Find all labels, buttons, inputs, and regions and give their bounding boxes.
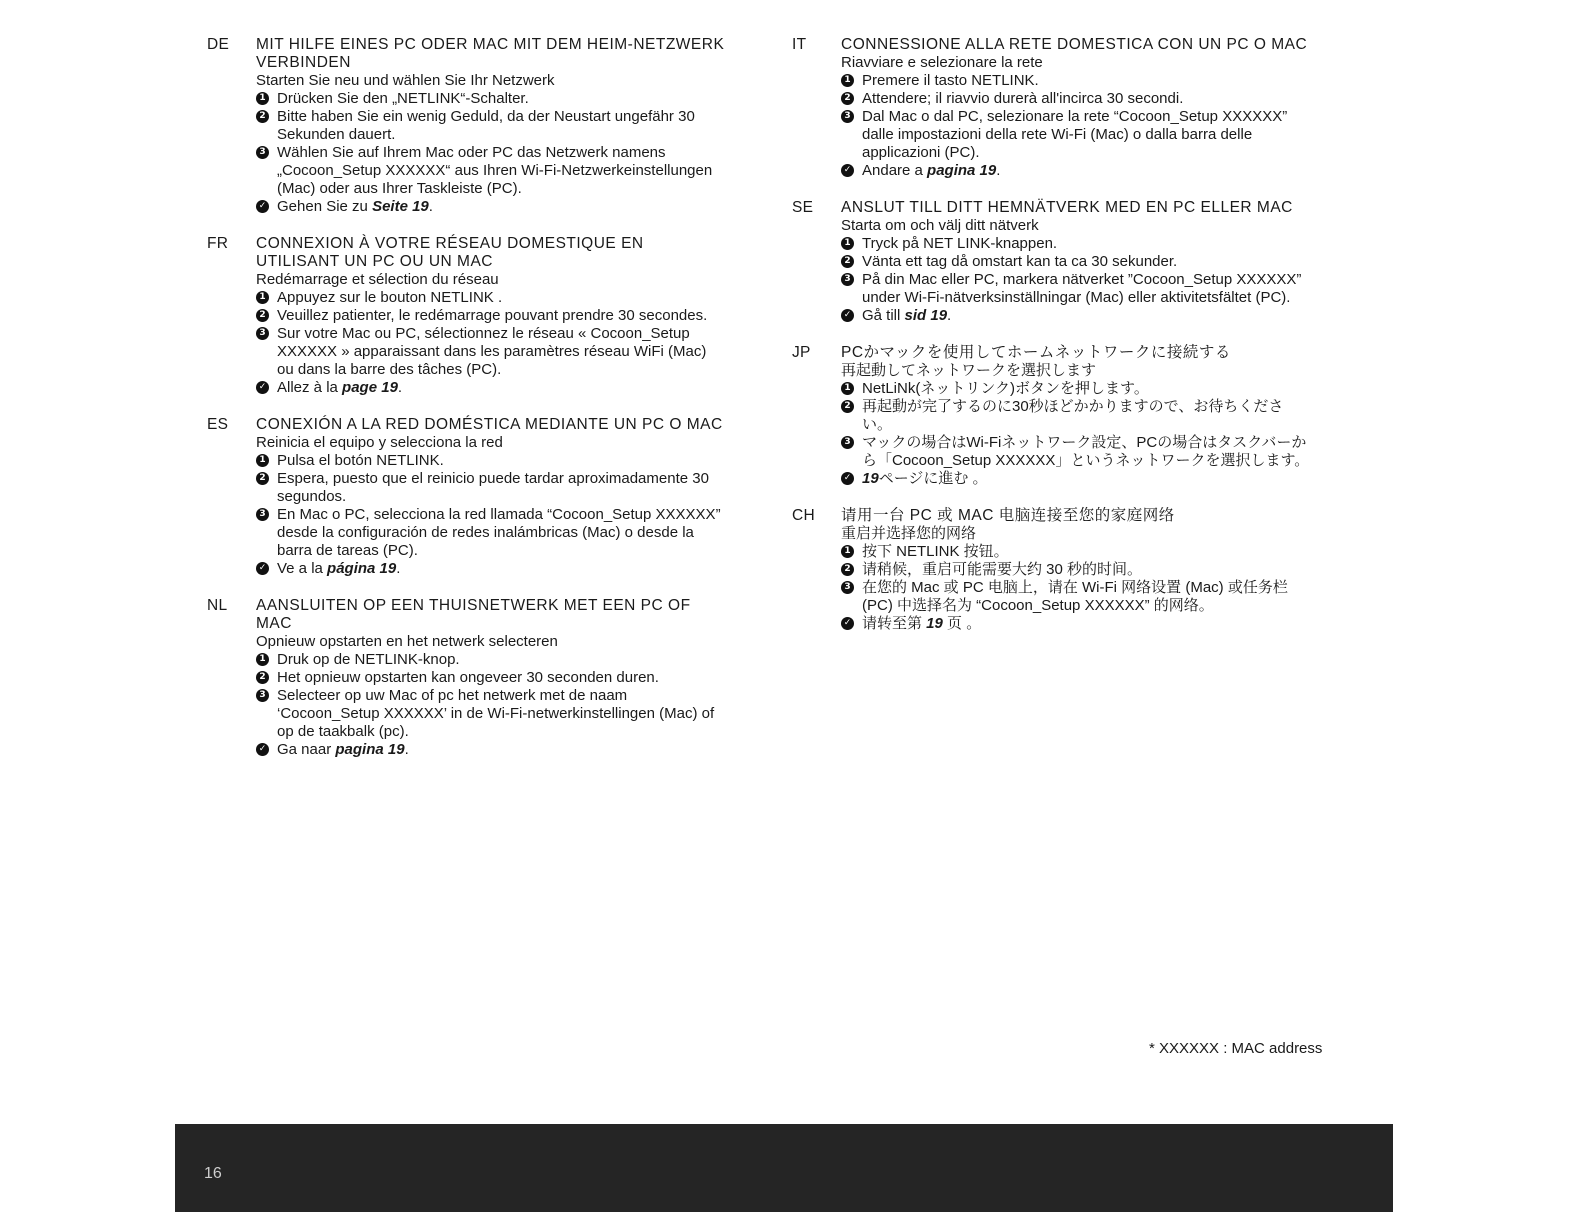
section-de: [207, 34, 727, 216]
page-reference: pagina 19: [335, 741, 405, 758]
step-text: På din Mac eller PC, markera nätverket ”Cocoon_Setup XXXXXX” under Wi-Fi-nätverksinställningar (Mac) eller aktivitetsfältet (PC).: [862, 271, 1302, 306]
step-text: Selecteer op uw Mac of pc het netwerk met de naam ‘Cocoon_Setup XXXXXX’ in de Wi-Fi-netwerkinstellingen (Mac) of op de taakbalk (pc).: [277, 687, 715, 740]
step-list: [256, 90, 727, 216]
step-text: Vänta ett tag då omstart kan ta ca 30 sekunder.: [862, 253, 1178, 270]
step-text: Drücken Sie den „NETLINK“-Schalter.: [277, 90, 529, 107]
step-text: En Mac o PC, selecciona la red llamada “Cocoon_Setup XXXXXX” desde la configuración de redes inalámbricas (Mac) o desde la barra de tareas (PC).: [277, 506, 721, 559]
step-text: Attendere; il riavvio durerà all'incirca 30 secondi.: [862, 90, 1184, 107]
step-3: [256, 506, 727, 560]
step-3: [256, 325, 727, 379]
section-heading: MIT HILFE EINES PC ODER MAC MIT DEM HEIM-NETZWERK VERBINDEN: [256, 36, 725, 71]
checkmark-icon: ✓: [256, 381, 269, 394]
step-text: マックの場合はWi-Fiネットワーク設定、PCの場合はタスクバーから「Cocoon_Setup XXXXXX」というネットワークを選択します。: [862, 434, 1310, 469]
step-number-3-icon: 3: [256, 689, 269, 702]
checkmark-icon: ✓: [841, 472, 854, 485]
section-fr: [207, 233, 727, 397]
step-2: [841, 561, 1312, 579]
section-es: [207, 414, 727, 578]
step-number-2-icon: 2: [841, 92, 854, 105]
step-final: [256, 198, 727, 216]
step-text: 再起動が完了するのに30秒ほどかかりますので、お待ちください。: [862, 398, 1284, 433]
step-text: NetLiNk(ネットリンク)ボタンを押します。: [862, 380, 1149, 397]
step-number-1-icon: 1: [841, 545, 854, 558]
step-2: [256, 669, 727, 687]
step-number-1-icon: 1: [256, 291, 269, 304]
step-text: [862, 470, 1312, 488]
language-code: DE: [207, 36, 230, 53]
step-text: 在您的 Mac 或 PC 电脑上，请在 Wi-Fi 网络设置 (Mac) 或任务栏 (PC) 中选择名为 “Cocoon_Setup XXXXXX” 的网络。: [862, 579, 1288, 614]
step-2: [841, 398, 1312, 434]
step-text: Druk op de NETLINK-knop.: [277, 651, 460, 668]
step-list: [256, 651, 727, 759]
step-text: Espera, puesto que el reinicio puede tardar aproximadamente 30 segundos.: [277, 470, 709, 505]
final-suffix: .: [404, 741, 409, 758]
step-text: Premere il tasto NETLINK.: [862, 72, 1039, 89]
checkmark-icon: ✓: [256, 743, 269, 756]
step-text: Wählen Sie auf Ihrem Mac oder PC das Netzwerk namens „Cocoon_Setup XXXXXX“ aus Ihren Wi-Fi-Netzwerkeinstellungen (Mac) oder aus Ihrer Taskleiste (PC).: [277, 144, 713, 197]
step-text: 请稍候，重启可能需要大约 30 秒的时间。: [862, 561, 1143, 578]
section-subtitle: Reinicia el equipo y selecciona la red: [256, 434, 503, 451]
step-list: [841, 72, 1312, 180]
step-2: [841, 90, 1312, 108]
step-3: [256, 144, 727, 198]
final-suffix: .: [397, 379, 403, 396]
step-list: [841, 380, 1312, 488]
step-text: [277, 379, 727, 397]
step-text: Tryck på NET LINK-knappen.: [862, 235, 1058, 252]
final-suffix: .: [396, 560, 401, 577]
step-text: [862, 162, 1312, 180]
step-1: [256, 289, 727, 307]
step-list: [256, 452, 727, 578]
step-1: [256, 90, 727, 108]
step-text: [277, 741, 727, 759]
step-final: [841, 162, 1312, 180]
page-reference: 19: [926, 615, 943, 632]
left-column: [207, 34, 727, 759]
language-code: ES: [207, 416, 229, 433]
checkmark-icon: ✓: [841, 617, 854, 630]
step-text: Sur votre Mac ou PC, sélectionnez le réseau « Cocoon_Setup XXXXXX » apparaissant dans les paramètres réseau WiFi (Mac) ou dans la barre des tâches (PC).: [277, 325, 707, 378]
section-subtitle: 再起動してネットワークを選択します: [841, 362, 1097, 379]
step-final: [256, 741, 727, 759]
section-heading: AANSLUITEN OP EEN THUISNETWERK MET EEN PC OF MAC: [256, 597, 691, 632]
step-text: Het opnieuw opstarten kan ongeveer 30 seconden duren.: [277, 669, 659, 686]
step-number-3-icon: 3: [841, 273, 854, 286]
step-number-3-icon: 3: [256, 146, 269, 159]
final-suffix: ページに進む 。: [878, 470, 988, 487]
section-heading: ANSLUT TILL DITT HEMNÄTVERK MED EN PC ELLER MAC: [841, 199, 1293, 216]
step-3: [256, 687, 727, 741]
section-nl: [207, 595, 727, 759]
page-reference: 19: [862, 470, 879, 487]
final-suffix: 页 。: [942, 615, 982, 632]
step-number-2-icon: 2: [841, 255, 854, 268]
page-reference: pagina 19: [927, 162, 997, 179]
step-3: [841, 579, 1312, 615]
section-it: [792, 34, 1312, 180]
final-prefix: Andare a: [862, 162, 928, 179]
step-3: [841, 434, 1312, 470]
page-reference: página 19: [327, 560, 397, 577]
step-1: [841, 543, 1312, 561]
section-heading: CONEXIÓN A LA RED DOMÉSTICA MEDIANTE UN PC O MAC: [256, 416, 723, 433]
step-number-2-icon: 2: [256, 110, 269, 123]
section-jp: [792, 342, 1312, 488]
step-final: [256, 379, 727, 397]
final-prefix: Ga naar: [277, 741, 336, 758]
step-1: [841, 380, 1312, 398]
section-ch: [792, 505, 1312, 633]
step-number-2-icon: 2: [256, 309, 269, 322]
step-2: [256, 307, 727, 325]
language-code: NL: [207, 597, 228, 614]
final-suffix: .: [947, 307, 952, 324]
step-list: [841, 543, 1312, 633]
step-number-1-icon: 1: [256, 92, 269, 105]
step-text: Pulsa el botón NETLINK.: [277, 452, 444, 469]
section-heading: PCかマックを使用してホームネットワークに接続する: [841, 344, 1231, 361]
final-prefix: 请转至第: [862, 615, 927, 632]
step-number-3-icon: 3: [841, 436, 854, 449]
page-reference: sid 19: [904, 307, 948, 324]
step-list: [841, 235, 1312, 325]
step-1: [841, 235, 1312, 253]
step-number-2-icon: 2: [841, 563, 854, 576]
language-code: SE: [792, 199, 814, 216]
final-suffix: .: [996, 162, 1001, 179]
step-text: 按下 NETLINK 按钮。: [862, 543, 1009, 560]
section-subtitle: Opnieuw opstarten en het netwerk selecteren: [256, 633, 558, 650]
step-final: [841, 470, 1312, 488]
step-number-1-icon: 1: [256, 454, 269, 467]
step-text: [862, 615, 1312, 633]
step-number-1-icon: 1: [256, 653, 269, 666]
step-number-2-icon: 2: [256, 472, 269, 485]
checkmark-icon: ✓: [256, 200, 269, 213]
step-final: [841, 615, 1312, 633]
step-2: [256, 108, 727, 144]
final-prefix: Allez à la: [277, 379, 343, 396]
checkmark-icon: ✓: [841, 309, 854, 322]
step-text: Veuillez patienter, le redémarrage pouvant prendre 30 secondes.: [277, 307, 708, 324]
step-3: [841, 271, 1312, 307]
step-final: [256, 560, 727, 578]
final-prefix: Gehen Sie zu: [277, 198, 373, 215]
step-number-3-icon: 3: [256, 327, 269, 340]
step-2: [256, 470, 727, 506]
section-se: [792, 197, 1312, 325]
step-1: [256, 452, 727, 470]
step-number-3-icon: 3: [256, 508, 269, 521]
section-heading: CONNESSIONE ALLA RETE DOMESTICA CON UN PC O MAC: [841, 36, 1308, 53]
step-1: [256, 651, 727, 669]
section-subtitle: Riavviare e selezionare la rete: [841, 54, 1043, 71]
step-number-3-icon: 3: [841, 110, 854, 123]
checkmark-icon: ✓: [841, 164, 854, 177]
step-text: [277, 560, 727, 578]
page-number: 16: [204, 1165, 222, 1182]
footnote: * XXXXXX : MAC address: [1149, 1040, 1323, 1057]
step-text: [277, 198, 727, 216]
final-prefix: Gå till: [862, 307, 905, 324]
section-subtitle: 重启并选择您的网络: [841, 525, 977, 542]
section-heading: 请用一台 PC 或 MAC 电脑连接至您的家庭网络: [841, 507, 1175, 524]
step-number-3-icon: 3: [841, 581, 854, 594]
step-number-2-icon: 2: [256, 671, 269, 684]
step-final: [841, 307, 1312, 325]
step-text: [862, 307, 1312, 325]
step-text: Dal Mac o dal PC, selezionare la rete “Cocoon_Setup XXXXXX” dalle impostazioni della rete Wi-Fi (Mac) o dalla barra delle applicazioni (PC).: [862, 108, 1288, 161]
step-number-2-icon: 2: [841, 400, 854, 413]
section-heading: CONNEXION À VOTRE RÉSEAU DOMESTIQUE EN UTILISANT UN PC OU UN MAC: [256, 235, 644, 270]
step-number-1-icon: 1: [841, 74, 854, 87]
language-code: IT: [792, 36, 807, 53]
right-column: [792, 34, 1312, 633]
step-1: [841, 72, 1312, 90]
final-prefix: Ve a la: [277, 560, 328, 577]
step-number-1-icon: 1: [841, 382, 854, 395]
language-code: JP: [792, 344, 811, 361]
language-code: CH: [792, 507, 815, 524]
final-suffix: .: [428, 198, 433, 215]
step-text: Bitte haben Sie ein wenig Geduld, da der Neustart ungefähr 30 Sekunden dauert.: [277, 108, 695, 143]
checkmark-icon: ✓: [256, 562, 269, 575]
step-2: [841, 253, 1312, 271]
footer-bar: [175, 1124, 1393, 1212]
step-3: [841, 108, 1312, 162]
page-reference: page 19: [342, 379, 398, 396]
step-text: Appuyez sur le bouton NETLINK .: [277, 289, 503, 306]
section-subtitle: Starta om och välj ditt nätverk: [841, 217, 1039, 234]
language-code: FR: [207, 235, 229, 252]
section-subtitle: Starten Sie neu und wählen Sie Ihr Netzwerk: [256, 72, 555, 89]
section-subtitle: Redémarrage et sélection du réseau: [256, 271, 499, 288]
page-reference: Seite 19: [372, 198, 429, 215]
step-number-1-icon: 1: [841, 237, 854, 250]
step-list: [256, 289, 727, 397]
